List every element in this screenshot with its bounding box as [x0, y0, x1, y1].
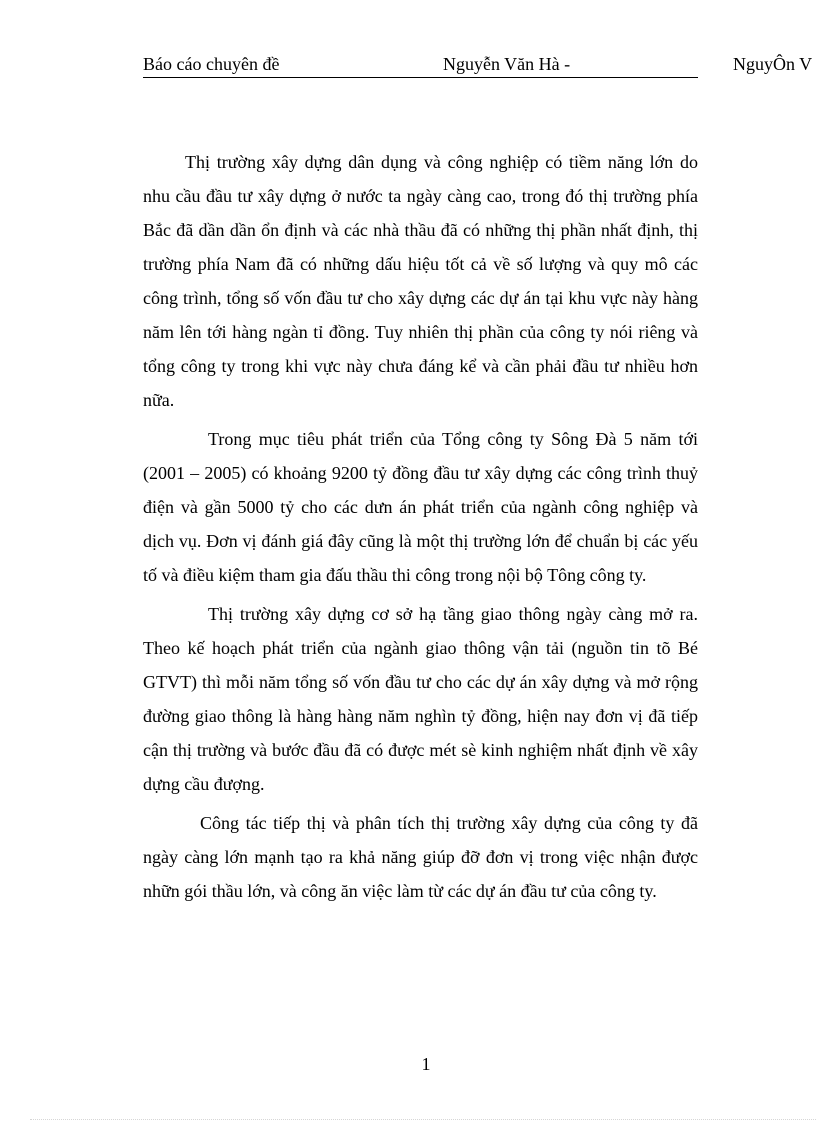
- paragraph-4: Công tác tiếp thị và phân tích thị trường xây dựng của công ty đã ngày càng lớn mạnh tạo ra khả năng giúp đỡ đơn vị trong việc nhận được nhữn gói thầu lớn, và công ăn việc làm từ các dự án đầu tư của công ty.: [143, 813, 698, 901]
- header-author: Nguyễn Văn Hà -: [443, 54, 571, 74]
- header-right-text: NguyÔn V: [733, 54, 813, 74]
- page-number: 1: [421, 1054, 431, 1074]
- paragraph-1: Thị trường xây dựng dân dụng và công nghiệp có tiềm năng lớn do nhu cầu đầu tư xây dựng ở nước ta ngày càng cao, trong đó thị trường phía Bắc đã dần dần ổn định và các nhà thầu đã có những thị phần nhất định, thị trường phía Nam đã có những dấu hiệu tốt cả về số lượng và quy mô các công trình, tổng số vốn đầu tư cho xây dựng các dự án tại khu vực này hàng năm lên tới hàng ngàn tỉ đồng. Tuy nhiên thị phần của công ty nói riêng và tổng công ty trong khi vực này chưa đáng kể và cần phải đầu tư nhiều hơn nữa.: [143, 152, 698, 410]
- page-bottom-edge: [30, 1119, 816, 1120]
- paragraph-2: Trong mục tiêu phát triển của Tổng công ty Sông Đà 5 năm tới (2001 – 2005) có khoảng 9200 tỷ đồng đầu tư xây dựng các công trình thuỷ điện và gần 5000 tỷ cho các dưn án phát triển của ngành công nghiệp và dịch vụ. Đơn vị đánh giá đây cũng là một thị trường lớn để chuẩn bị các yếu tố và điều kiệm tham gia đấu thầu thi công trong nội bộ Tông công ty.: [143, 429, 698, 585]
- header-divider: [143, 77, 698, 78]
- paragraph-3: Thị trường xây dựng cơ sở hạ tầng giao thông ngày càng mở ra. Theo kế hoạch phát triển của ngành giao thông vận tải (nguồn tin tõ Bé GTVT) thì mỗi năm tổng số vốn đầu tư cho các dự án xây dựng và mở rộng đường giao thông là hàng hàng năm nghìn tỷ đồng, hiện nay đơn vị đã tiếp cận thị trường và bước đầu đã có được mét sè kinh nghiệm nhất định về xây dựng cầu đượng.: [143, 604, 698, 794]
- header-report-title: Báo cáo chuyên đề: [143, 54, 280, 74]
- document-body: [143, 145, 698, 908]
- page-header: [0, 52, 816, 80]
